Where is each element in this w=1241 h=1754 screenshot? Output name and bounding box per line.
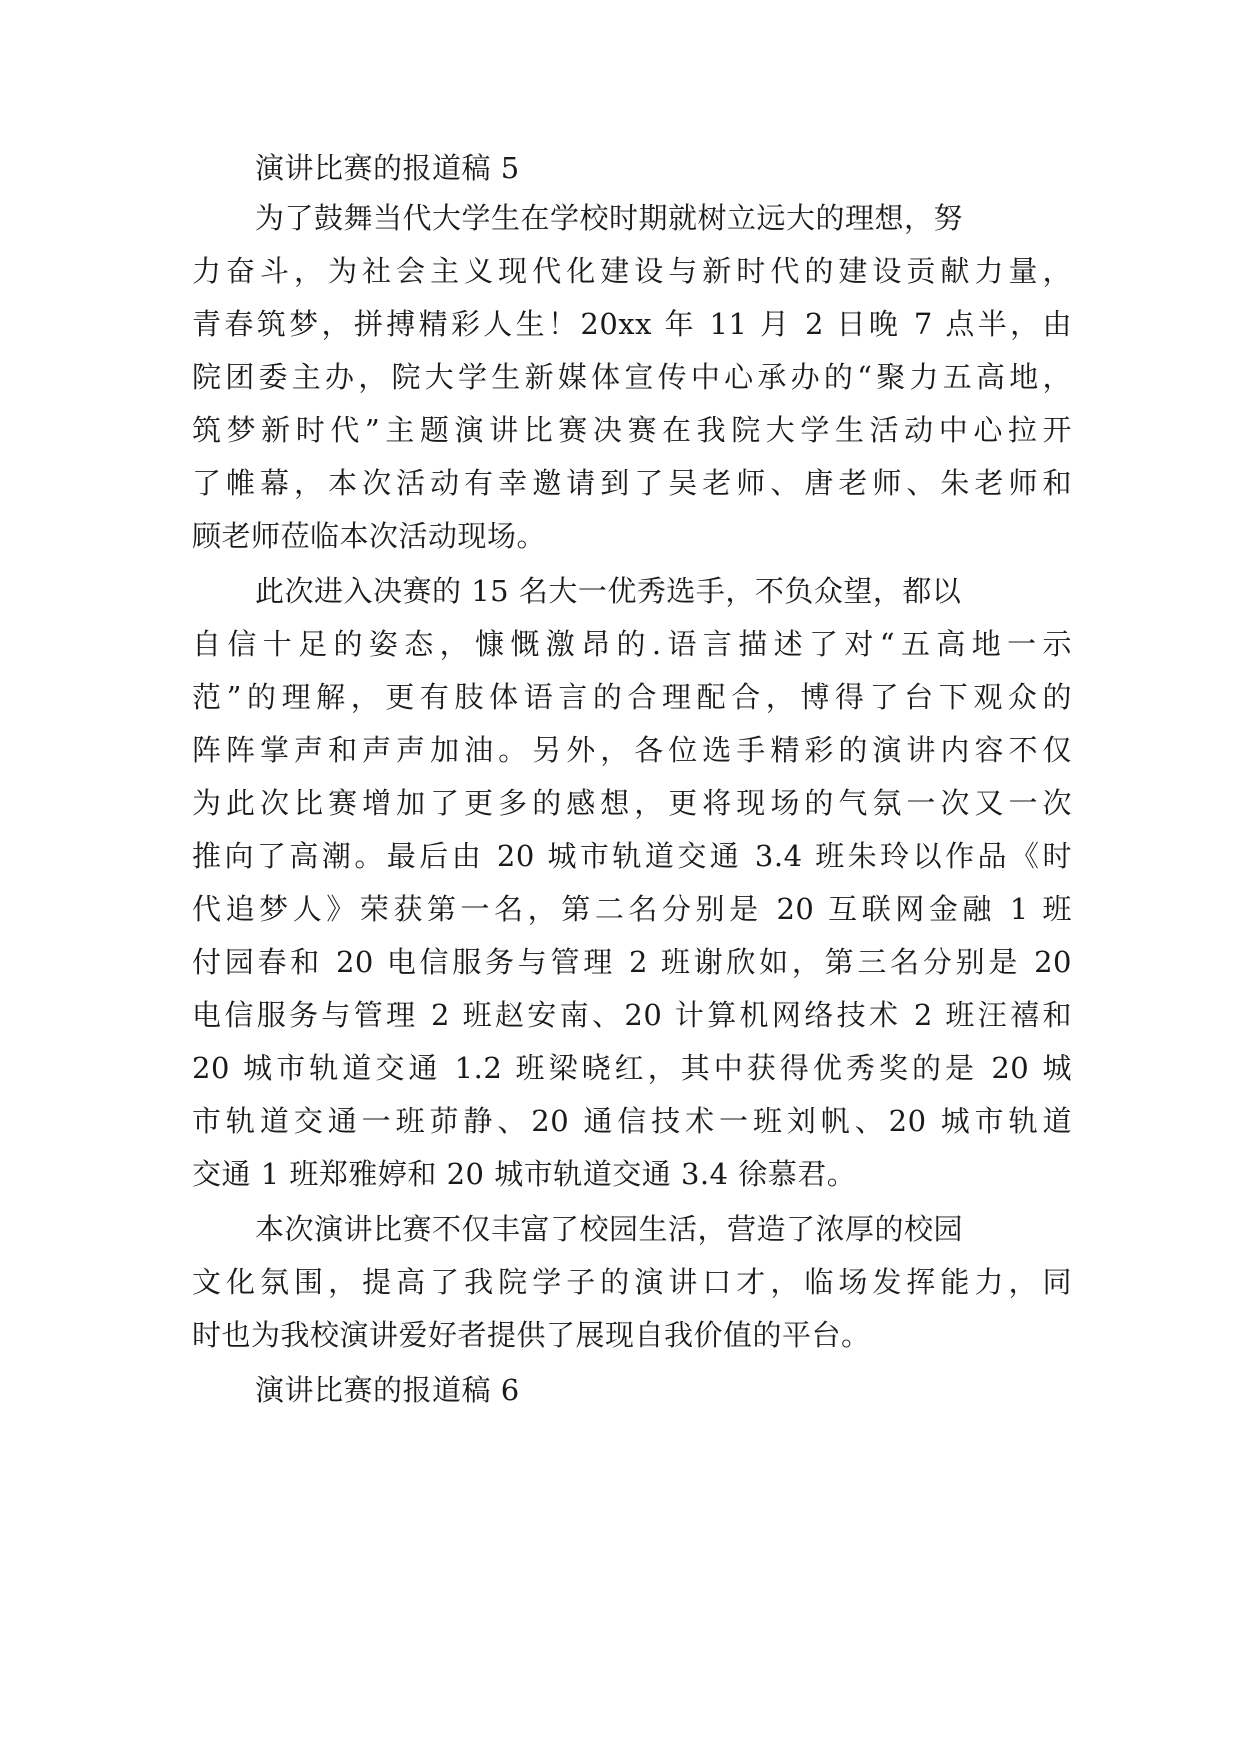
paragraph-line: 本次演讲比赛不仅丰富了校园生活，营造了浓厚的校园 [255, 1212, 964, 1246]
paragraph-line: 了帷幕，本次活动有幸邀请到了吴老师、唐老师、朱老师和 [192, 466, 1072, 500]
paragraph-line: 自信十足的姿态，慷慨激昂的.语言描述了对“五高地一示 [192, 627, 1072, 661]
paragraph-line: 为此次比赛增加了更多的感想，更将现场的气氛一次又一次 [192, 786, 1072, 820]
paragraph-line: 付园春和 20 电信服务与管理 2 班谢欣如，第三名分别是 20 [192, 945, 1072, 979]
paragraph-line: 顾老师莅临本次活动现场。 [192, 519, 547, 553]
paragraph-line: 20 城市轨道交通 1.2 班梁晓红，其中获得优秀奖的是 20 城 [192, 1051, 1072, 1085]
paragraph-line: 青春筑梦，拼搏精彩人生！20xx 年 11 月 2 日晚 7 点半，由 [192, 307, 1072, 341]
paragraph-line: 时也为我校演讲爱好者提供了展现自我价值的平台。 [192, 1318, 871, 1352]
paragraph-line: 范”的理解，更有肢体语言的合理配合，博得了台下观众的 [192, 680, 1072, 714]
section-heading-5: 演讲比赛的报道稿 5 [255, 151, 520, 185]
paragraph-line: 阵阵掌声和声声加油。另外，各位选手精彩的演讲内容不仅 [192, 733, 1072, 767]
paragraph-line: 交通 1 班郑雅婷和 20 城市轨道交通 3.4 徐慕君。 [192, 1157, 857, 1191]
paragraph-line: 力奋斗，为社会主义现代化建设与新时代的建设贡献力量， [192, 254, 1072, 288]
paragraph-line: 为了鼓舞当代大学生在学校时期就树立远大的理想，努 [255, 201, 964, 235]
paragraph-line: 筑梦新时代”主题演讲比赛决赛在我院大学生活动中心拉开 [192, 413, 1072, 447]
paragraph-line: 市轨道交通一班茆静、20 通信技术一班刘帆、20 城市轨道 [192, 1104, 1072, 1138]
paragraph-line: 院团委主办，院大学生新媒体宣传中心承办的“聚力五高地， [192, 360, 1072, 394]
section-heading-6: 演讲比赛的报道稿 6 [255, 1373, 520, 1407]
paragraph-line: 此次进入决赛的 15 名大一优秀选手，不负众望，都以 [255, 574, 962, 608]
paragraph-line: 推向了高潮。最后由 20 城市轨道交通 3.4 班朱玲以作品《时 [192, 839, 1072, 873]
paragraph-line: 电信服务与管理 2 班赵安南、20 计算机网络技术 2 班汪禧和 [192, 998, 1072, 1032]
paragraph-line: 文化氛围，提高了我院学子的演讲口才，临场发挥能力，同 [192, 1265, 1072, 1299]
paragraph-line: 代追梦人》荣获第一名，第二名分别是 20 互联网金融 1 班 [192, 892, 1072, 926]
